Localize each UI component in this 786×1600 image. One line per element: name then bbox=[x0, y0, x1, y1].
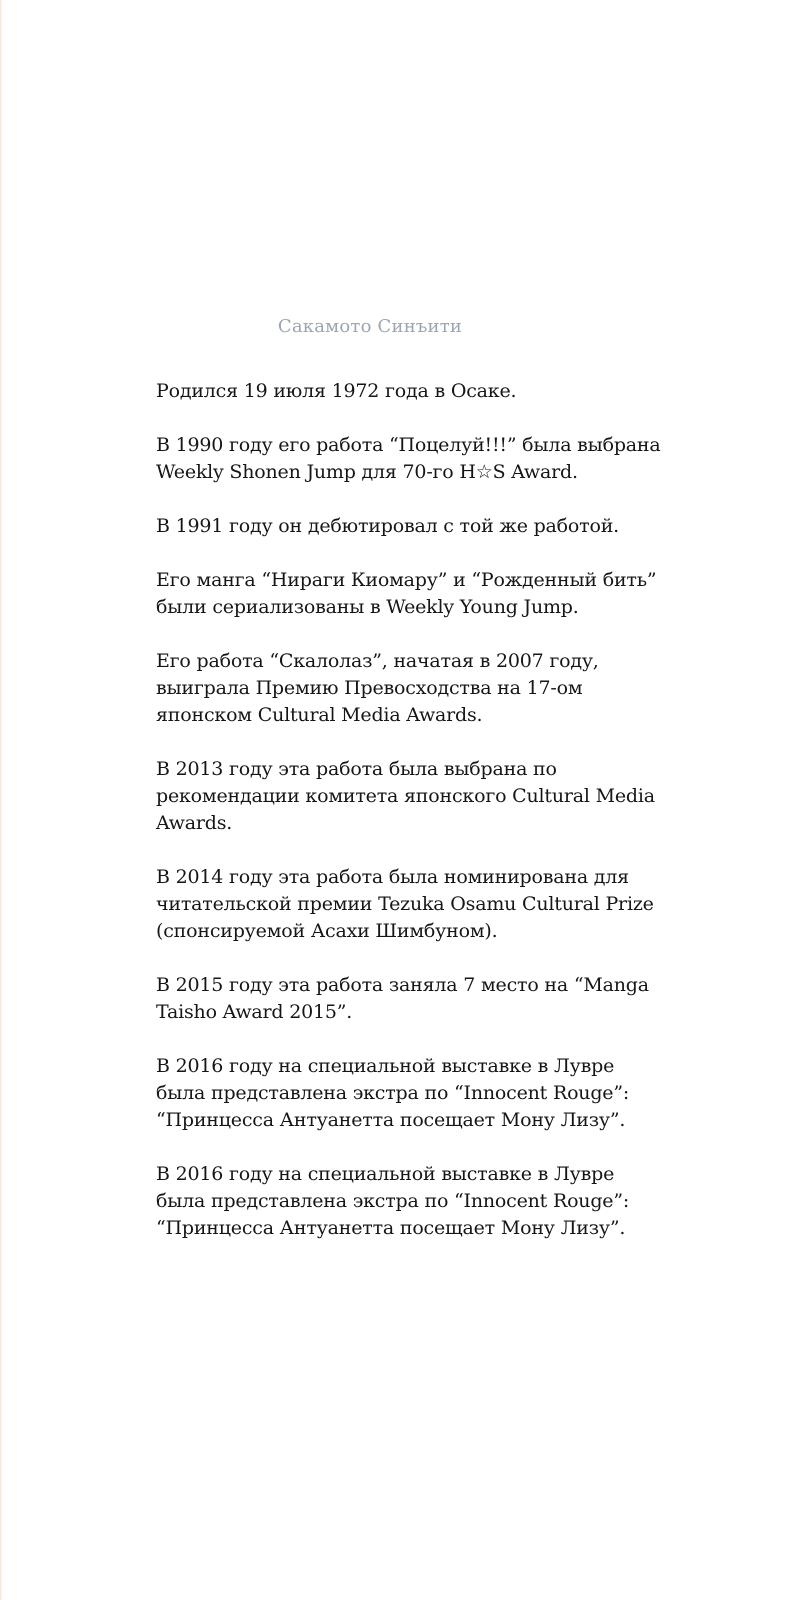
bio-paragraph-2016-b: В 2016 году на специальной выставке в Лувре была представлена экстра по “Innocent Rouge”: “Принцесса Антуанетта посещает Мону Лизу”. bbox=[156, 1163, 630, 1239]
bio-paragraph-birth: Родился 19 июля 1972 года в Осаке. bbox=[156, 380, 517, 402]
page-edge-shadow bbox=[0, 0, 3, 1600]
bio-paragraph-2013: В 2013 году эта работа была выбрана по рекомендации комитета японского Cultural Media Awards. bbox=[156, 758, 655, 834]
biography-text bbox=[156, 378, 716, 1269]
bio-paragraph-1990: В 1990 году его работа “Поцелуй!!!” была выбрана Weekly Shonen Jump для 70-го H☆S Award. bbox=[156, 434, 661, 483]
bio-paragraph-2016-a: В 2016 году на специальной выставке в Лувре была представлена экстра по “Innocent Rouge”: “Принцесса Антуанетта посещает Мону Лизу”. bbox=[156, 1055, 630, 1131]
bio-paragraph-2015: В 2015 году эта работа заняла 7 место на “Manga Taisho Award 2015”. bbox=[156, 974, 649, 1023]
bio-paragraph-climber: Его работа “Скалолаз”, начатая в 2007 году, выиграла Премию Превосходства на 17-ом японском Cultural Media Awards. bbox=[156, 650, 599, 726]
bio-paragraph-2014: В 2014 году эта работа была номинирована для читательской премии Tezuka Osamu Cultural Prize (спонсируемой Асахи Шимбуном). bbox=[156, 866, 654, 942]
bio-paragraph-serialization: Его манга “Нираги Киомару” и “Рожденный бить” были сериализованы в Weekly Young Jump. bbox=[156, 569, 657, 618]
bio-paragraph-1991: В 1991 году он дебютировал с той же работой. bbox=[156, 515, 619, 537]
page-title: Сакамото Синъити bbox=[277, 316, 463, 337]
